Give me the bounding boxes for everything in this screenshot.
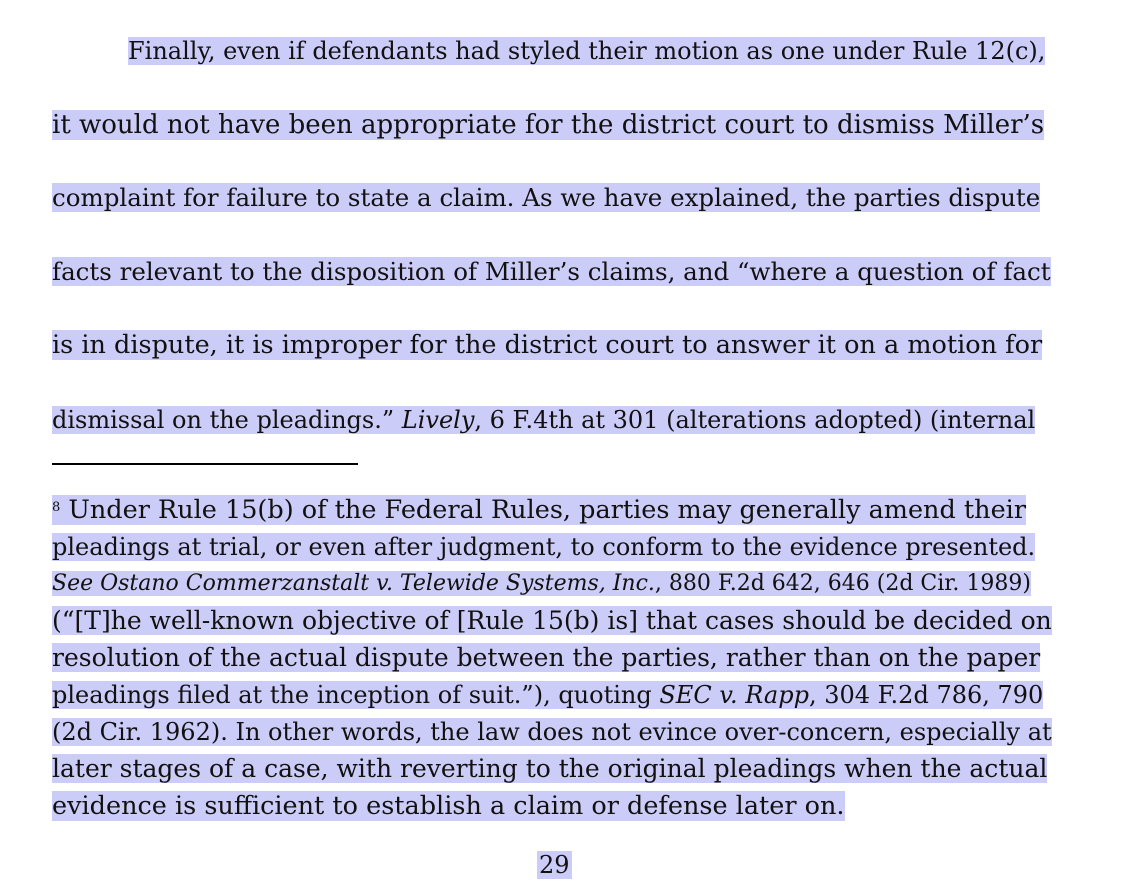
body-line-6-text [52, 406, 1035, 434]
footnote-separator [52, 463, 358, 465]
footnote-line-5-text: resolution of the actual dispute between the parties, rather than on the paper [52, 643, 1041, 672]
body-line-6-post: , 6 F.4th at 301 (alterations adopted) (internal [474, 406, 1036, 434]
footnote-line-7 [52, 715, 1052, 749]
body-line-6-pre: dismissal on the pleadings.” [52, 406, 402, 434]
case-citation-ostano: See Ostano Commerzanstalt v. Telewide Systems, Inc. [52, 571, 655, 596]
footnote-line-1-text [52, 495, 1026, 525]
case-citation-lively: Lively [401, 406, 475, 434]
body-line-4 [52, 255, 1051, 289]
footnote-line-6-pre: pleadings filed at the inception of suit.”), quoting [52, 681, 660, 709]
footnote-line-1 [52, 493, 1026, 527]
footnote-line-3-text [52, 571, 1031, 596]
body-line-2 [52, 108, 1044, 142]
body-line-5 [52, 328, 1042, 362]
body-line-5-text: is in dispute, it is improper for the district court to answer it on a motion for [52, 330, 1043, 360]
footnote-line-6 [52, 678, 1043, 712]
case-citation-rapp: SEC v. Rapp [659, 681, 809, 709]
footnote-line-3 [52, 567, 1031, 601]
footnote-line-9-text: evidence is sufficient to establish a claim or defense later on. [52, 791, 845, 821]
footnote-line-2 [52, 530, 1035, 564]
footnote-line-2-text: pleadings at trial, or even after judgment, to conform to the evidence presented. [52, 533, 1036, 561]
page-number-text: 29 [539, 851, 570, 879]
body-line-1-text: Finally, even if defendants had styled their motion as one under Rule 12(c), [128, 37, 1046, 65]
page-number [537, 848, 572, 882]
body-line-1 [128, 34, 1045, 68]
body-line-3-text: complaint for failure to state a claim. As we have explained, the parties dispute [52, 183, 1041, 212]
footnote-line-6-text [52, 681, 1043, 709]
footnote-line-3-post: , 880 F.2d 642, 646 (2d Cir. 1989) [654, 571, 1031, 596]
body-line-2-text: it would not have been appropriate for the district court to dismiss Miller’s [52, 110, 1045, 140]
footnote-line-8 [52, 752, 1047, 786]
footnote-marker: 8 [52, 500, 61, 515]
footnote-line-1-body: Under Rule 15(b) of the Federal Rules, parties may generally amend their [60, 495, 1027, 525]
footnote-line-4-text: (“[T]he well-known objective of [Rule 15(b) is] that cases should be decided on [52, 606, 1052, 635]
footnote-line-5 [52, 641, 1040, 675]
body-line-4-text: facts relevant to the disposition of Miller’s claims, and “where a question of fact [52, 257, 1051, 286]
footnote-line-6-post: , 304 F.2d 786, 790 [808, 681, 1044, 709]
footnote-line-8-text: later stages of a case, with reverting to the original pleadings when the actual [52, 754, 1048, 783]
footnote-line-7-text: (2d Cir. 1962). In other words, the law does not evince over-concern, especially at [52, 718, 1052, 746]
body-line-6 [52, 403, 1035, 437]
footnote-line-4 [52, 604, 1052, 638]
body-line-3 [52, 181, 1040, 215]
footnote-line-9 [52, 789, 845, 823]
